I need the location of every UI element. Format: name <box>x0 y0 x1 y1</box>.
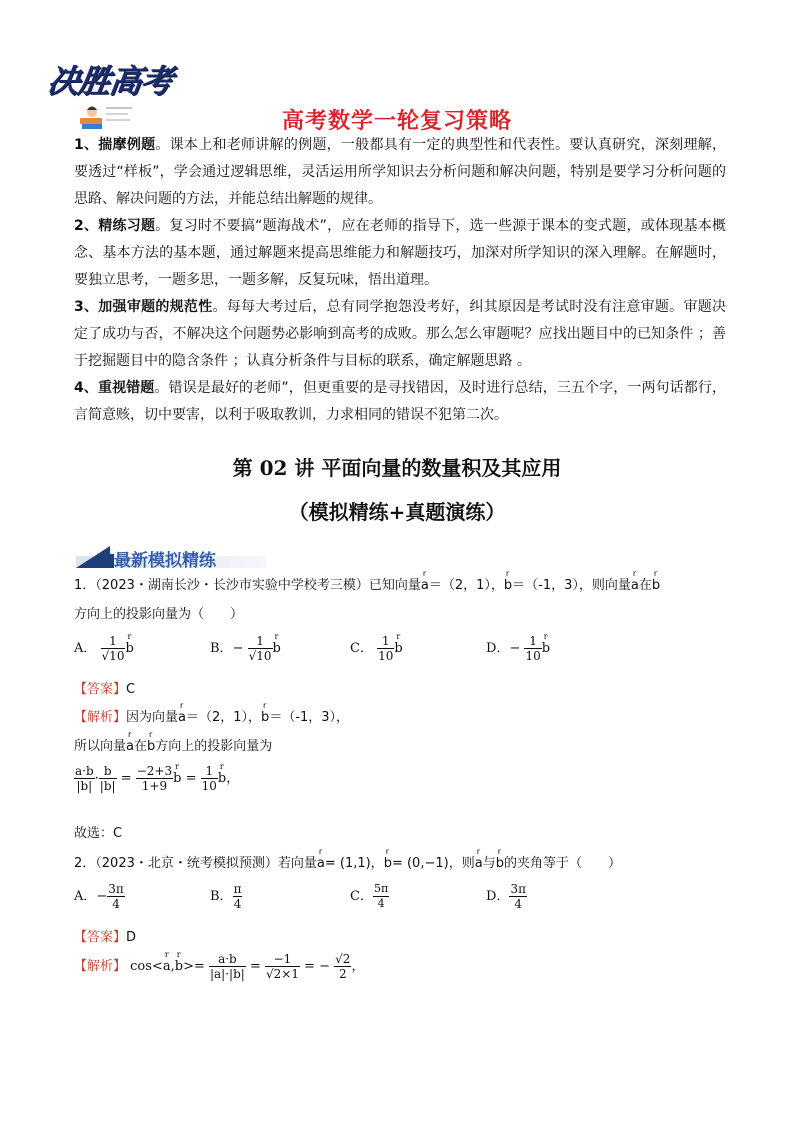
strategy-3-heading: 3、加强审题的规范性 <box>74 299 213 315</box>
q2-option-d: D． $\frac{3\pi}{4}$ <box>486 882 526 911</box>
lecture-title: 第 02 讲 平面向量的数量积及其应用 <box>232 456 562 480</box>
q1-formula: $\frac{a\cdot b}{|b|}$ · $\frac{b}{|b|}$ = $\frac{-2+3}{1+9}$ r b = $\frac{1}{10}$ r b， <box>74 764 239 793</box>
question-1-stem-line2: 方向上的投影向量为（ ） <box>74 607 244 622</box>
strategy-3 <box>74 294 726 375</box>
q1-option-d: D．− $\frac{1}{10}$ r b <box>486 634 550 663</box>
strategy-1-body: 。课本上和老师讲解的例题，一般都具有一定的典型性和代表性。要认真研究，深刻理解，要透过“样板”，学会通过逻辑思维，灵活运用所学知识去分析问题和解决问题，特别是要学习分析问题的思路、解决问题的方法，并能总结出解题的规律。 <box>74 137 726 207</box>
q2-option-b: B． $\frac{\pi}{4}$ <box>210 882 242 911</box>
logo-text: 决胜高考 <box>45 62 175 100</box>
q2-analysis: 【解析】 cos<r a,r b>= $\frac{a\cdot b}{|a|\cdot|b|}$ = $\frac{-1}{√2\times 1}$ = − $\frac{√2}{2}$ ， <box>74 952 364 981</box>
strategy-2-body: 。复习时不要搞“题海战术”，应在老师的指导下，选一些源于课本的变式题，或体现基本概念、基本方法的基本题，通过解题来提高思维能力和解题技巧，加深对所学知识的深入理解。在解题时，要独立思考，一题多思，一题多解，反复玩味，悟出道理。 <box>74 218 726 288</box>
q1-option-b: B．− $\frac{1}{√10}$ r b <box>210 634 281 663</box>
q2-option-a: A．− $\frac{3\pi}{4}$ <box>74 882 124 911</box>
lecture-subtitle: （模拟精练+真题演练） <box>288 500 506 524</box>
strategy-1-heading: 1、揣摩例题 <box>74 137 156 153</box>
strategy-2 <box>74 213 726 294</box>
q2-answer: 【答案】D <box>74 930 137 945</box>
q1-option-a: A． $\frac{1}{√10}$ r b <box>74 634 134 663</box>
question-2-stem: 2．（2023・北京・统考模拟预测）若向量r a= (1,1)，r b= (0,−1)，则r a与r b的夹角等于（ ） <box>74 852 621 871</box>
question-1-stem: 1．（2023・湖南长沙・长沙市实验中学校考三模）已知向量r a＝（2，1），r b＝（-1，3），则向量r a在r b <box>74 574 660 593</box>
strategy-2-heading: 2、精练习题 <box>74 218 156 234</box>
strategy-1 <box>74 132 726 213</box>
strategy-4-body: 。错误是最好的老师”，但更重要的是寻找错因，及时进行总结，三五个字，一两句话都行，言简意赅，切中要害，以利于吸取教训，力求相同的错误不犯第二次。 <box>74 380 726 423</box>
strategy-4-heading: 4、重视错题 <box>74 380 155 396</box>
section-label: 最新模拟精练 <box>114 551 216 571</box>
strategy-4 <box>74 375 726 429</box>
banner-title: 高考数学一轮复习策略 <box>281 109 512 134</box>
q1-analysis-line2: 所以向量r a在r b方向上的投影向量为 <box>74 735 272 754</box>
q1-option-c: C． $\frac{1}{10}$ r b <box>350 634 403 663</box>
q1-answer: 【答案】C <box>74 682 136 697</box>
q2-option-c: C． $\frac{5\pi}{4}$ <box>350 882 389 910</box>
q1-analysis-line1: 【解析】因为向量r a＝（2，1），r b＝（-1，3）， <box>74 706 349 725</box>
q1-conclusion: 故选：C <box>74 826 123 841</box>
strategy-3-body: 。每每大考过后，总有同学抱怨没考好，纠其原因是考试时没有注意审题。审题决定了成功与否，不解决这个问题势必影响到高考的成败。那么怎么审题呢？应找出题目中的已知条件 ；善于挖掘题目中的隐含条件 ；认真分析条件与目标的联系，确定解题思路 。 <box>74 299 726 369</box>
section-header <box>76 546 266 571</box>
